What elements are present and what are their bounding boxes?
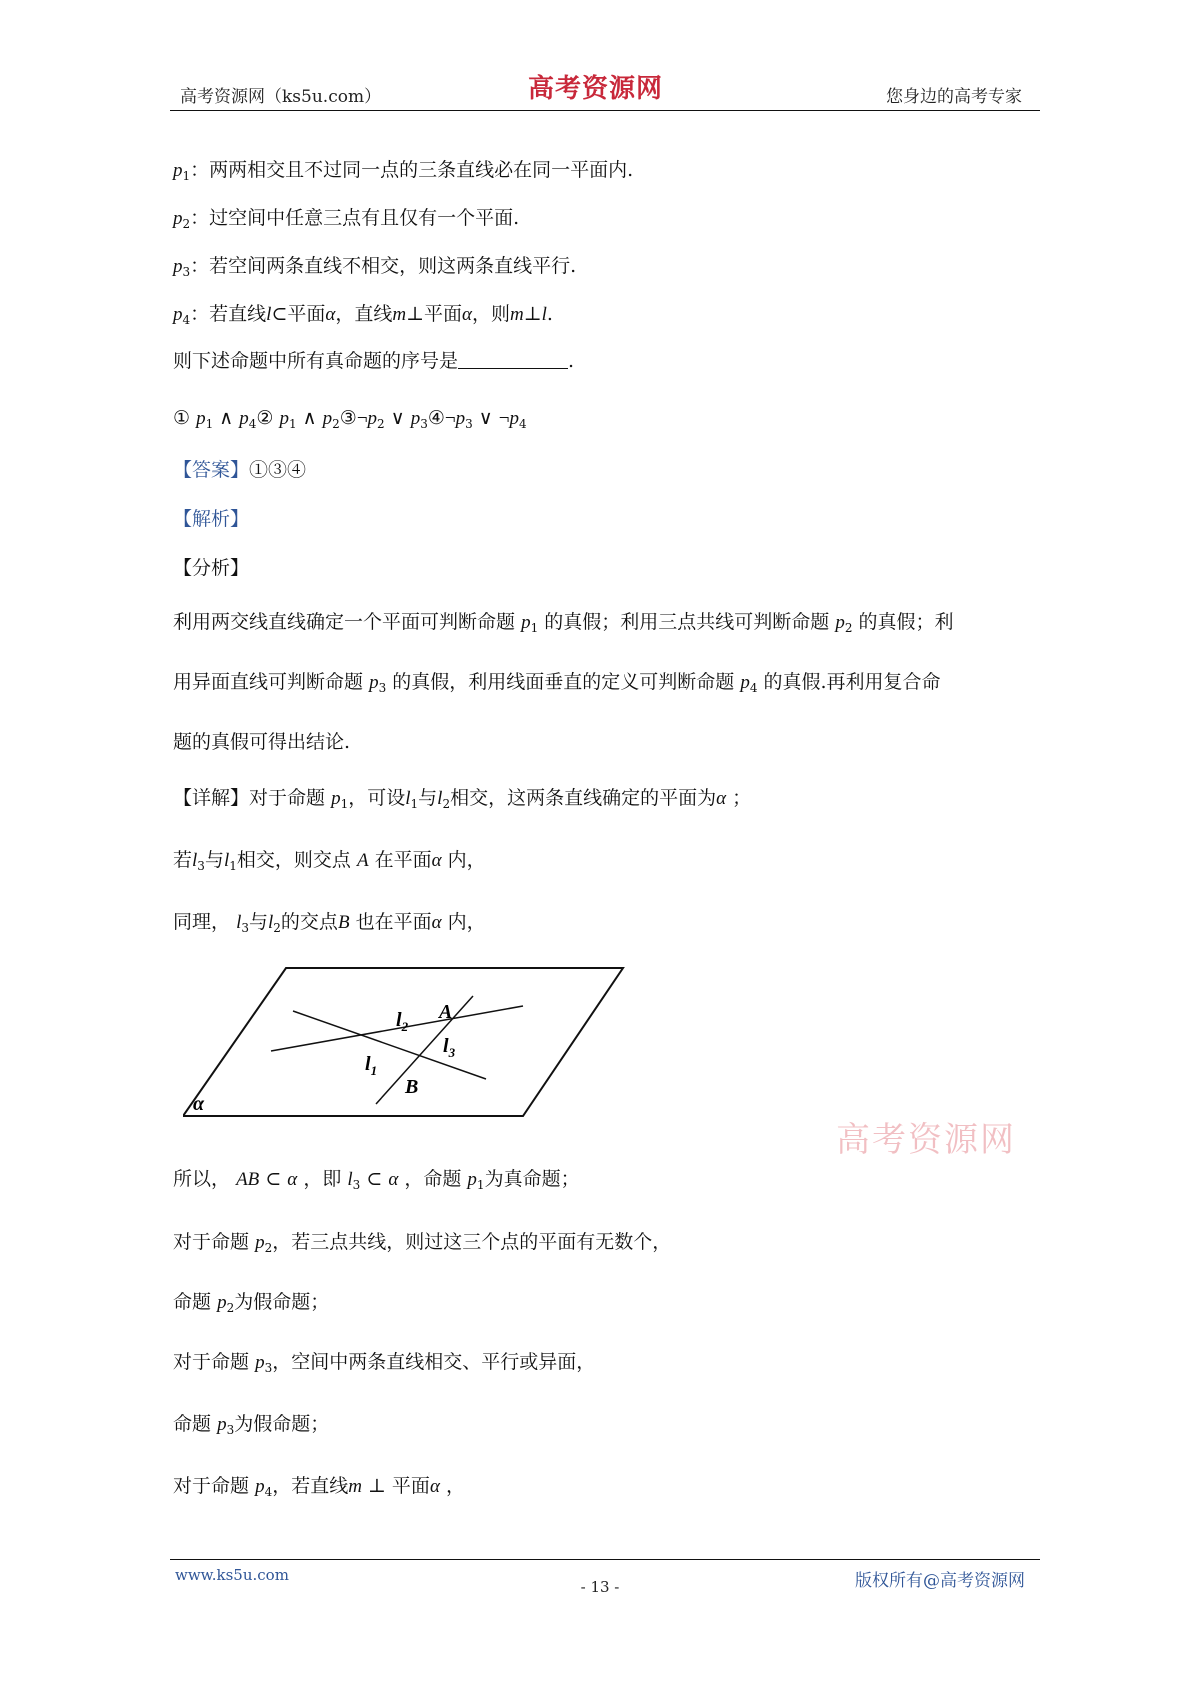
answer-value: ①③④	[249, 459, 307, 481]
proposition-p4: $p_4$：若直线l⊂平面α，直线m⊥平面α，则m⊥l.	[173, 303, 553, 327]
label-A: A	[439, 1001, 453, 1023]
label-l3: $l_3$	[443, 1035, 456, 1060]
options-line: ① $p_1$ ∧ $p_4②$ $p_1$ ∧ $p_2③\neg p_2$ ∨ $p_3④\neg p_3$ ∨ $\neg p_4$	[173, 407, 527, 431]
footer-rule	[170, 1559, 1040, 1560]
label-alpha: α	[193, 1093, 205, 1115]
proposition-p3: $p_3$：若空间两条直线不相交，则这两条直线平行.	[173, 255, 577, 279]
label-l2: $l_2$	[396, 1009, 409, 1034]
question-text: 则下述命题中所有真命题的序号是 .	[173, 350, 575, 372]
plane-alpha	[183, 968, 623, 1116]
fenxi-label: 【分析】	[173, 557, 250, 579]
fenxi-line-2: 用异面直线可判断命题 $p_3$ 的真假，利用线面垂直的定义可判断命题 $p_4$ 的真假.再利用复合命	[173, 671, 941, 695]
detail-line-1: 【详解】对于命题 $p_1$，可设$l_1$与$l_2$相交，这两条直线确定的平面为α ；	[173, 787, 752, 811]
line-l1	[293, 1011, 486, 1079]
answer-label: 【答案】	[173, 459, 250, 481]
header-slogan: 您身边的高考专家	[886, 87, 1022, 107]
header-source: 高考资源网（ks5u.com）	[180, 87, 382, 107]
proposition-p2: $p_2$：过空间中任意三点有且仅有一个平面.	[173, 207, 520, 231]
plane-diagram	[183, 966, 663, 1126]
label-B: B	[405, 1076, 419, 1098]
header-logo: 高考资源网	[528, 74, 664, 104]
footer-website-link[interactable]: www.ks5u.com	[175, 1566, 289, 1584]
detail-line-3: 同理， $l_3$与$l_2$的交点B 也在平面α 内，	[173, 911, 486, 935]
conclusion-line-3: 命题 $p_2$为假命题；	[173, 1291, 330, 1315]
conclusion-line-1: 所以， AB ⊂ α ，即 $l_3$ ⊂ α ，命题 $p_1$为真命题；	[173, 1168, 580, 1192]
analysis-label: 【解析】	[173, 508, 250, 530]
fenxi-line-1: 利用两交线直线确定一个平面可判断命题 $p_1$ 的真假；利用三点共线可判断命题 $p_2$ 的真假；利	[173, 611, 954, 635]
label-l1: $l_1$	[365, 1053, 378, 1078]
answer-line	[173, 458, 306, 482]
line-l3	[376, 996, 473, 1104]
proposition-p1: $p_1$：两两相交且不过同一点的三条直线必在同一平面内.	[173, 159, 634, 183]
conclusion-line-4: 对于命题 $p_3$，空间中两条直线相交、平行或异面，	[173, 1351, 596, 1375]
detail-line-2: 若$l_3$与$l_1$相交，则交点 A 在平面α 内，	[173, 849, 486, 873]
conclusion-line-5: 命题 $p_3$为假命题；	[173, 1413, 330, 1437]
conclusion-line-2: 对于命题 $p_2$，若三点共线，则过这三个点的平面有无数个，	[173, 1231, 672, 1255]
footer-copyright: 版权所有@高考资源网	[855, 1571, 1025, 1591]
answer-blank	[458, 350, 568, 369]
watermark: 高考资源网	[836, 1120, 1016, 1160]
conclusion-line-6: 对于命题 $p_4$，若直线m ⊥ 平面α ，	[173, 1475, 465, 1499]
page-number: - 13 -	[580, 1578, 620, 1596]
fenxi-line-3: 题的真假可得出结论.	[173, 731, 351, 753]
header-rule	[170, 110, 1040, 111]
